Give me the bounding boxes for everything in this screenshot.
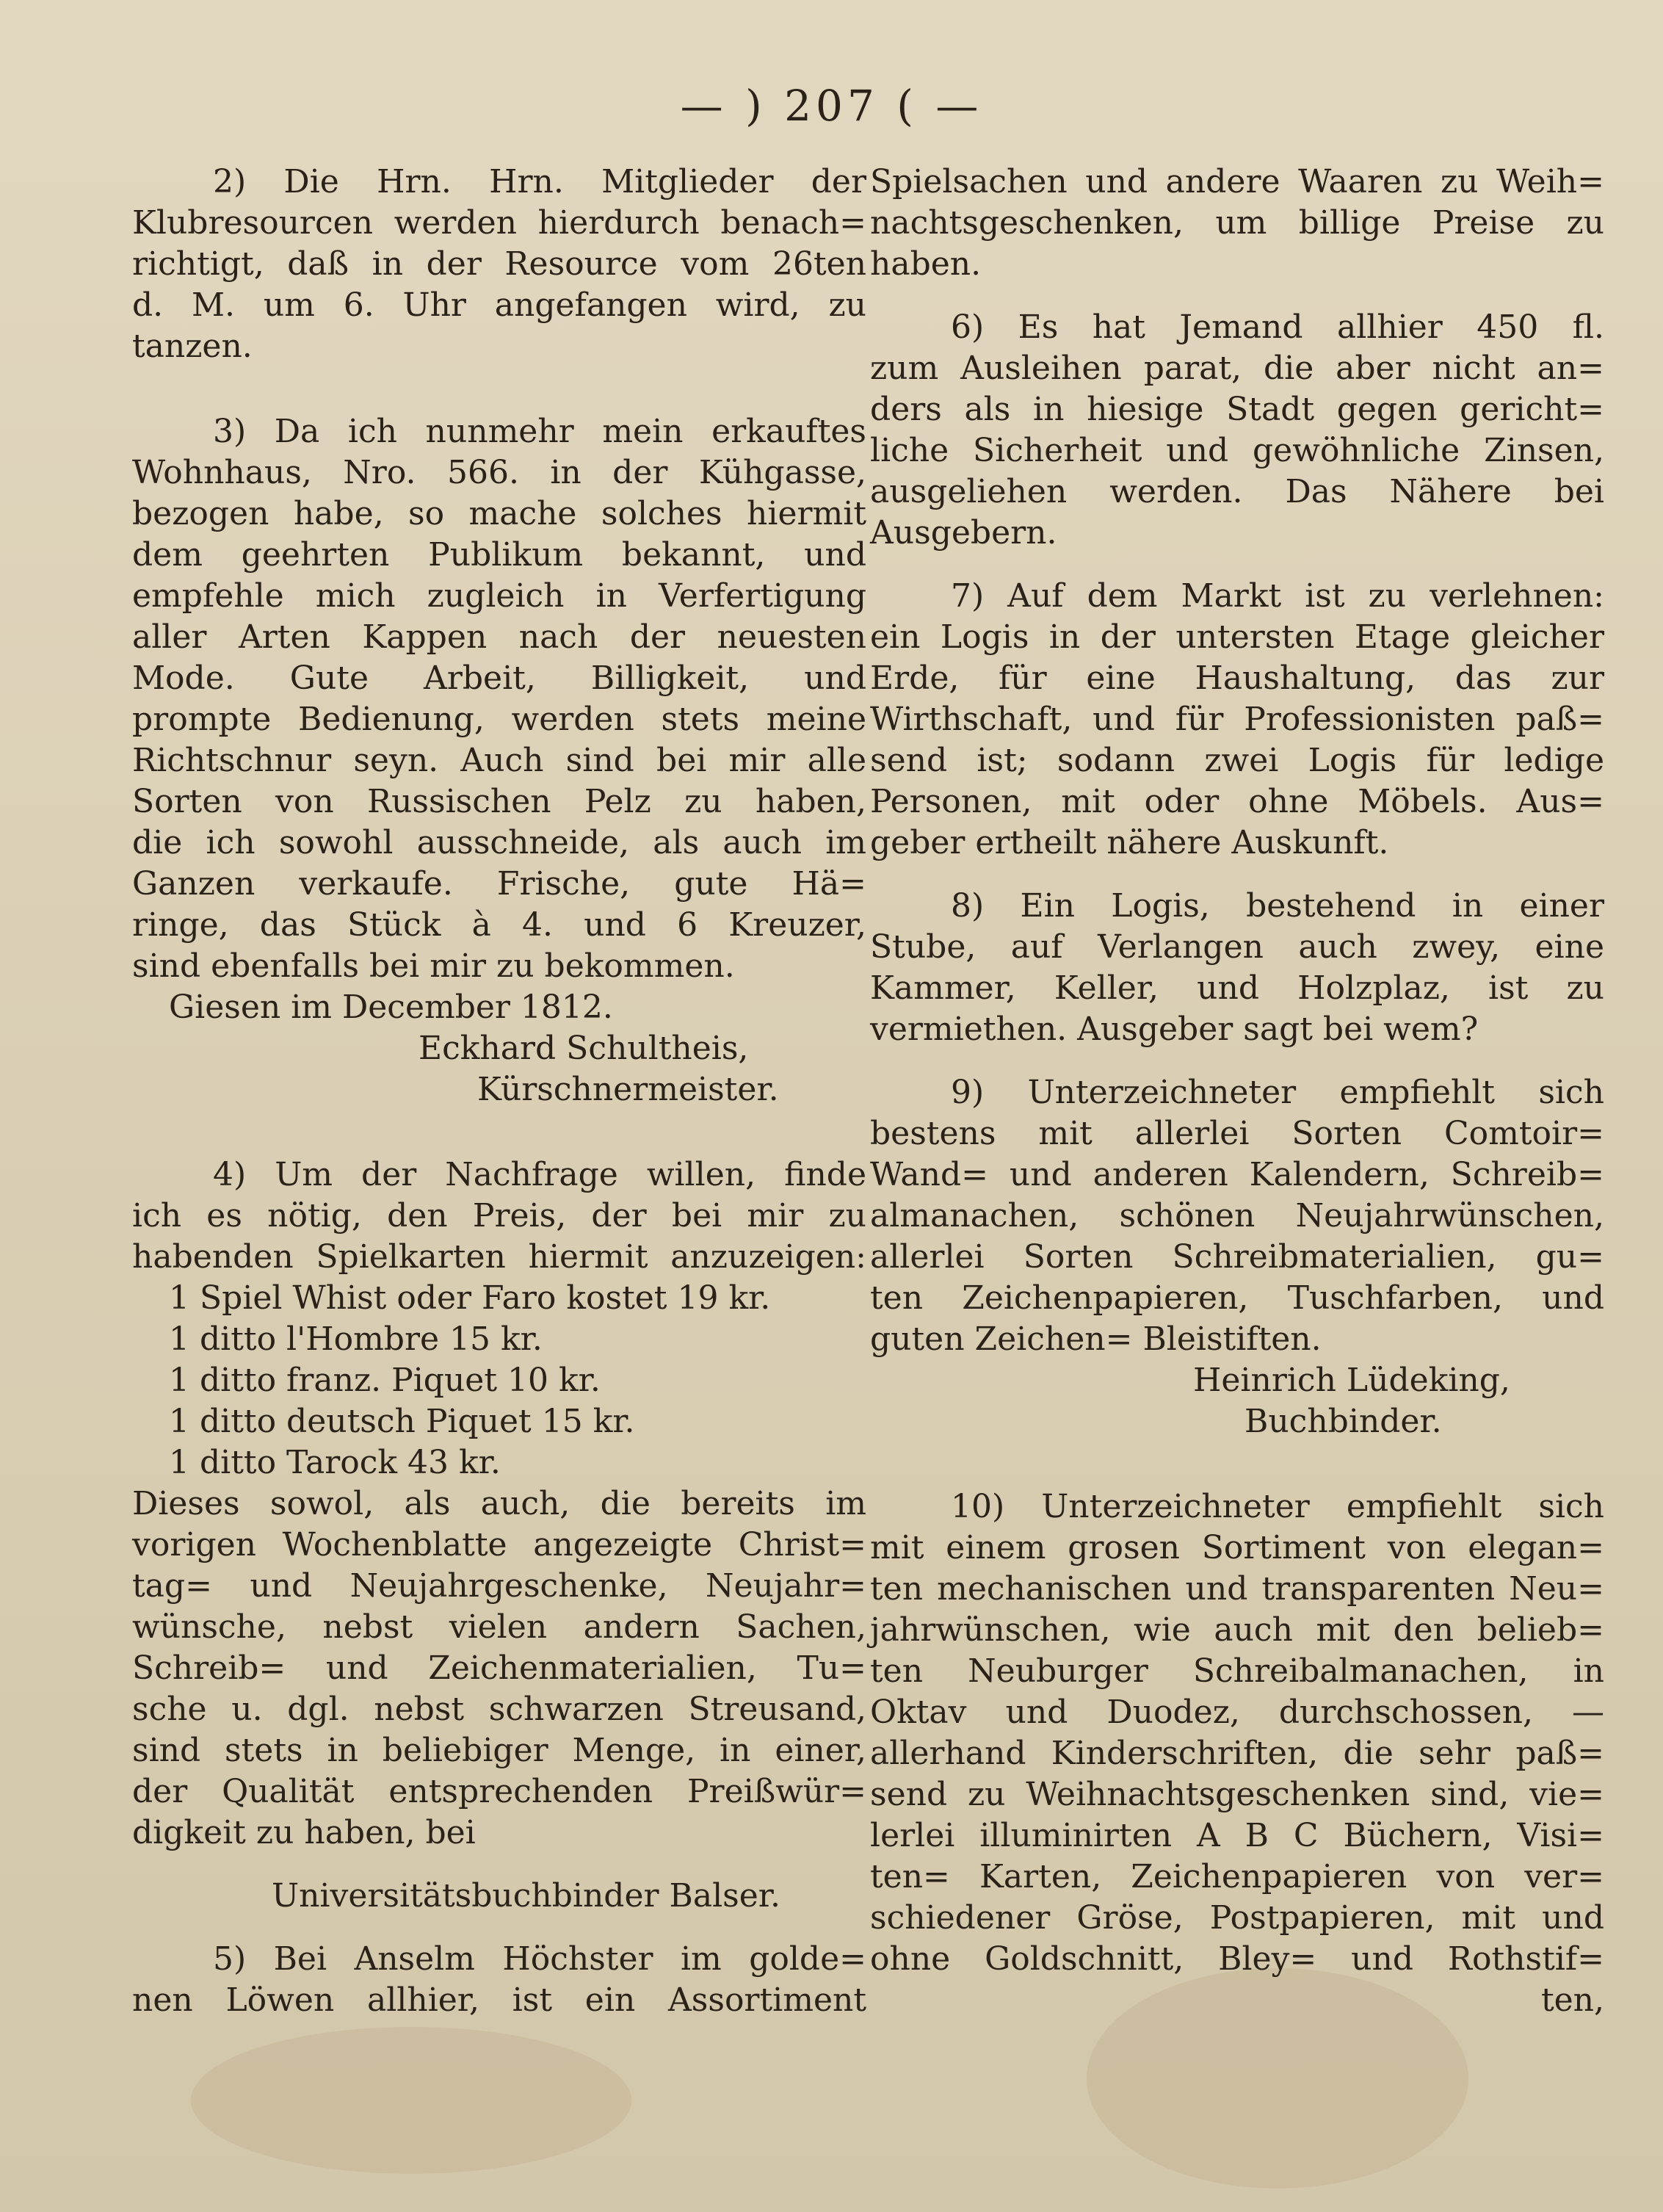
text-line: aller Arten Kappen nach der neuesten [132, 618, 866, 656]
notice-2 [132, 162, 866, 367]
text-line: empfehle mich zugleich in Verfertigung [132, 577, 866, 615]
price-line: 1 ditto Tarock 43 kr. [169, 1444, 501, 1481]
text-line: nachtsgeschenken, um billige Preise zu [870, 204, 1604, 242]
text-line: bestens mit allerlei Sorten Comtoir= [870, 1115, 1604, 1152]
notice-8 [870, 886, 1604, 1050]
text-line: Wohnhaus, Nro. 566. in der Kühgasse, [132, 454, 866, 491]
price-line: 1 ditto deutsch Piquet 15 kr. [169, 1403, 635, 1440]
text-line: bezogen habe, so mache solches hiermit [132, 495, 866, 532]
notice-date: Giesen im December 1812. [169, 988, 613, 1026]
text-line: jahrwünschen, wie auch mit den belieb= [870, 1611, 1604, 1649]
text-line: Mode. Gute Arbeit, Billigkeit, und [132, 659, 866, 697]
text-line: Wirthschaft, und für Professionisten paß= [870, 701, 1604, 738]
text-line: Klubresourcen werden hierdurch benach= [132, 204, 866, 242]
text-line: tanzen. [132, 328, 253, 365]
text-line: Spielsachen und andere Waaren zu Weih= [870, 163, 1604, 200]
text-line: 2) Die Hrn. Hrn. Mitglieder der [213, 163, 866, 200]
notice-5 [132, 1939, 866, 2021]
text-line: Schreib= und Zeichenmaterialien, Tu= [132, 1649, 866, 1687]
text-line: 8) Ein Logis, bestehend in einer [951, 887, 1604, 925]
text-line: vorigen Wochenblatte angezeigte Christ= [132, 1526, 866, 1564]
text-line: Kammer, Keller, und Holzplaz, ist zu [870, 969, 1604, 1007]
text-line: mit einem grosen Sortiment von elegan= [870, 1529, 1604, 1566]
text-line: vermiethen. Ausgeber sagt bei wem? [870, 1011, 1479, 1048]
text-line: schiedener Gröse, Postpapieren, mit und [870, 1899, 1604, 1937]
notice-10 [870, 1486, 1604, 2021]
text-line: dem geehrten Publikum bekannt, und [132, 536, 866, 574]
text-line: Richtschnur seyn. Auch sind bei mir alle [132, 742, 866, 779]
paper-stain [191, 2027, 631, 2174]
text-line: send zu Weihnachtsgeschenken sind, vie= [870, 1776, 1604, 1813]
left-column [132, 162, 866, 2021]
catchword: ten, [1540, 1981, 1604, 2019]
text-line: Personen, mit oder ohne Möbels. Aus= [870, 783, 1604, 820]
price-line: 1 ditto franz. Piquet 10 kr. [169, 1362, 601, 1399]
text-line: Ausgebern. [870, 514, 1057, 552]
text-line: d. M. um 6. Uhr angefangen wird, zu [132, 286, 866, 324]
text-line: Ganzen verkaufe. Frische, gute Hä= [132, 865, 866, 903]
text-line: sind ebenfalls bei mir zu bekommen. [132, 947, 735, 985]
text-line: ausgeliehen werden. Das Nähere bei [870, 473, 1604, 510]
text-line: sind stets in beliebiger Menge, in einer, [132, 1732, 866, 1769]
price-line: 1 Spiel Whist oder Faro kostet 19 kr. [169, 1279, 771, 1317]
text-line: ten= Karten, Zeichenpapieren von ver= [870, 1858, 1604, 1895]
text-line: tag= und Neujahrgeschenke, Neujahr= [132, 1567, 866, 1605]
text-line: allerlei Sorten Schreibmaterialien, gu= [870, 1238, 1604, 1276]
signature-name: Universitätsbuchbinder Balser. [272, 1877, 780, 1915]
text-line: allerhand Kinderschriften, die sehr paß= [870, 1735, 1604, 1772]
signature-name: Eckhard Schultheis, [419, 1030, 749, 1067]
text-line: haben. [870, 245, 982, 283]
text-line: wünsche, nebst vielen andern Sachen, [132, 1608, 866, 1646]
text-line: lerlei illuminirten A B C Büchern, Visi= [870, 1817, 1604, 1854]
text-line: richtigt, daß in der Resource vom 26ten [132, 245, 866, 283]
text-line: Dieses sowol, als auch, die bereits im [132, 1485, 866, 1522]
text-line: 4) Um der Nachfrage willen, finde [213, 1156, 866, 1193]
text-line: ten mechanischen und transparenten Neu= [870, 1570, 1604, 1608]
text-line: Erde, für eine Haushaltung, das zur [870, 659, 1604, 697]
text-line: Sorten von Russischen Pelz zu haben, [132, 783, 866, 820]
text-line: send ist; sodann zwei Logis für ledige [870, 742, 1604, 779]
text-line: 9) Unterzeichneter empfiehlt sich [951, 1074, 1604, 1111]
signature-name: Heinrich Lüdeking, [1193, 1362, 1510, 1399]
right-column [870, 162, 1604, 2021]
text-line: sche u. dgl. nebst schwarzen Streusand, [132, 1691, 866, 1728]
text-line: Oktav und Duodez, durchschossen, — [870, 1694, 1604, 1731]
text-line: geber ertheilt nähere Auskunft. [870, 824, 1389, 861]
text-line: ten Zeichenpapieren, Tuschfarben, und [870, 1279, 1604, 1317]
notice-5-continued [870, 162, 1604, 285]
signature-title: Buchbinder. [1244, 1403, 1442, 1440]
notice-9 [870, 1072, 1604, 1442]
text-line: 10) Unterzeichneter empfiehlt sich [951, 1488, 1604, 1525]
text-line: die ich sowohl ausschneide, als auch im [132, 824, 866, 861]
text-line: ders als in hiesige Stadt gegen gericht= [870, 391, 1604, 428]
text-line: 5) Bei Anselm Höchster im golde= [213, 1940, 866, 1978]
page-number: — ) 207 ( — [680, 81, 983, 131]
notice-6 [870, 307, 1604, 554]
notice-3 [132, 411, 866, 1110]
text-line: guten Zeichen= Bleistiften. [870, 1320, 1322, 1358]
text-line: almanachen, schönen Neujahrwünschen, [870, 1197, 1604, 1235]
text-line: ohne Goldschnitt, Bley= und Rothstif= [870, 1940, 1604, 1978]
text-line: habenden Spielkarten hiermit anzuzeigen: [132, 1238, 866, 1276]
text-line: der Qualität entsprechenden Preißwür= [132, 1773, 866, 1810]
text-line: Wand= und anderen Kalendern, Schreib= [870, 1156, 1604, 1193]
text-line: liche Sicherheit und gewöhnliche Zinsen, [870, 432, 1604, 469]
signature-title: Kürschnermeister. [477, 1071, 779, 1108]
text-line: ein Logis in der untersten Etage gleicher [870, 618, 1604, 656]
text-line: ringe, das Stück à 4. und 6 Kreuzer, [132, 906, 866, 944]
price-line: 1 ditto l'Hombre 15 kr. [169, 1320, 543, 1358]
text-line: ich es nötig, den Preis, der bei mir zu [132, 1197, 866, 1235]
text-line: ten Neuburger Schreibalmanachen, in [870, 1652, 1604, 1690]
text-line: digkeit zu haben, bei [132, 1814, 476, 1851]
notice-7 [870, 576, 1604, 864]
text-line: nen Löwen allhier, ist ein Assortiment [132, 1981, 866, 2019]
text-line: Stube, auf Verlangen auch zwey, eine [870, 928, 1604, 966]
text-line: zum Ausleihen parat, die aber nicht an= [870, 350, 1604, 387]
text-line: prompte Bedienung, werden stets meine [132, 701, 866, 738]
text-line: 3) Da ich nunmehr mein erkauftes [213, 413, 866, 450]
notice-4 [132, 1154, 866, 1917]
text-line: 6) Es hat Jemand allhier 450 fl. [951, 308, 1604, 346]
text-line: 7) Auf dem Markt ist zu verlehnen: [951, 577, 1604, 615]
